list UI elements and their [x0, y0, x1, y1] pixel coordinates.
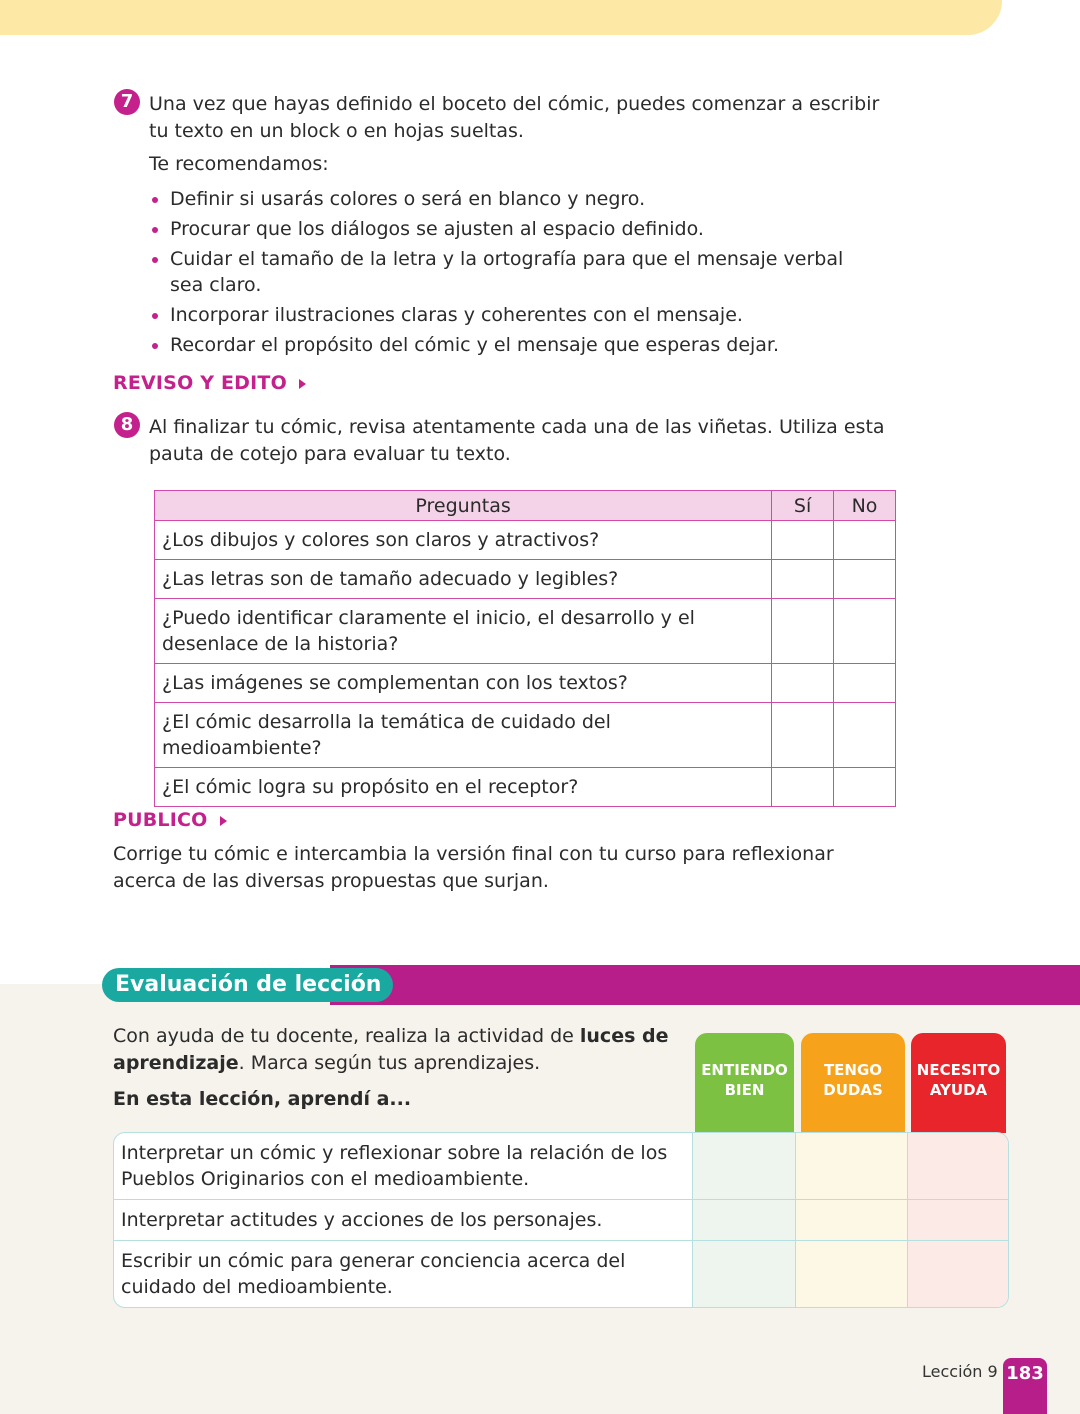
activity-8-text: Al finalizar tu cómic, revisa atentamente cada una de las viñetas. Utiliza esta pauta de cotejo para evaluar tu texto.	[149, 416, 885, 465]
evaluation-subheading: En esta lección, aprendí a...	[113, 1088, 412, 1110]
recommendation-intro: Te recomendamos:	[149, 153, 329, 175]
green-mark-cell[interactable]	[693, 1200, 796, 1241]
list-item: Procurar que los diálogos se ajusten al espacio definido.	[149, 216, 849, 242]
column-header-no: No	[834, 491, 896, 521]
yellow-mark-cell[interactable]	[796, 1241, 908, 1307]
red-mark-cell[interactable]	[908, 1241, 1008, 1307]
instruction-text: Con ayuda de tu docente, realiza la actividad de	[113, 1025, 580, 1047]
activity-7-text: Una vez que hayas definido el boceto del cómic, puedes comenzar a escribir tu texto en un block o en hojas sueltas.	[149, 93, 880, 142]
light-red-header: NECESITO AYUDA	[911, 1033, 1006, 1133]
light-green-header: ENTIENDO BIEN	[695, 1033, 794, 1133]
evaluation-instruction	[113, 1023, 673, 1077]
table-row	[114, 1133, 1008, 1200]
instruction-bold-text: luces de aprendizaje	[113, 1025, 669, 1074]
yes-checkbox-cell[interactable]	[772, 703, 834, 768]
learning-lights-table	[113, 1132, 1009, 1308]
yellow-mark-cell[interactable]	[796, 1200, 908, 1241]
table-row	[155, 768, 896, 807]
table-row	[114, 1200, 1008, 1241]
question-cell: ¿El cómic desarrolla la temática de cuidado del medioambiente?	[155, 703, 772, 768]
green-mark-cell[interactable]	[693, 1241, 796, 1307]
no-checkbox-cell[interactable]	[834, 768, 896, 807]
yes-checkbox-cell[interactable]	[772, 768, 834, 807]
yes-checkbox-cell[interactable]	[772, 560, 834, 599]
recommendation-list	[149, 186, 849, 362]
no-checkbox-cell[interactable]	[834, 664, 896, 703]
question-cell: ¿Las imágenes se complementan con los textos?	[155, 664, 772, 703]
no-checkbox-cell[interactable]	[834, 703, 896, 768]
learning-cell: Interpretar actitudes y acciones de los personajes.	[114, 1200, 693, 1241]
evaluation-header-bar	[330, 965, 1080, 1005]
section-heading-reviso	[113, 372, 306, 394]
yes-checkbox-cell[interactable]	[772, 599, 834, 664]
table-row	[155, 521, 896, 560]
list-item: Incorporar ilustraciones claras y coherentes con el mensaje.	[149, 302, 849, 328]
table-row	[155, 664, 896, 703]
no-checkbox-cell[interactable]	[834, 599, 896, 664]
list-item: Cuidar el tamaño de la letra y la ortografía para que el mensaje verbal sea claro.	[149, 246, 849, 298]
column-header-yes: Sí	[772, 491, 834, 521]
red-mark-cell[interactable]	[908, 1200, 1008, 1241]
question-cell: ¿Los dibujos y colores son claros y atractivos?	[155, 521, 772, 560]
table-row	[155, 599, 896, 664]
question-cell: ¿Las letras son de tamaño adecuado y legibles?	[155, 560, 772, 599]
yes-checkbox-cell[interactable]	[772, 521, 834, 560]
table-row	[155, 560, 896, 599]
yes-checkbox-cell[interactable]	[772, 664, 834, 703]
instruction-text-end: . Marca según tus aprendizajes.	[238, 1052, 541, 1074]
publico-text: Corrige tu cómic e intercambia la versión final con tu curso para reflexionar acerca de las diversas propuestas que surjan.	[113, 843, 834, 892]
column-header-questions: Preguntas	[155, 491, 772, 521]
question-cell: ¿El cómic logra su propósito en el receptor?	[155, 768, 772, 807]
table-header-row	[155, 491, 896, 521]
triangle-right-icon	[220, 816, 227, 826]
list-item: Recordar el propósito del cómic y el mensaje que esperas dejar.	[149, 332, 849, 358]
activity-number-badge: 7	[114, 89, 140, 115]
list-item: Definir si usarás colores o será en blanco y negro.	[149, 186, 849, 212]
footer-lesson-label: Lección 9	[922, 1362, 998, 1381]
section-heading-label: PUBLICO	[113, 809, 208, 831]
checklist-table	[154, 490, 896, 807]
table-row	[114, 1241, 1008, 1307]
evaluation-title: Evaluación de lección	[102, 968, 393, 1002]
no-checkbox-cell[interactable]	[834, 521, 896, 560]
learning-cell: Interpretar un cómic y reflexionar sobre la relación de los Pueblos Originarios con el medioambiente.	[114, 1133, 693, 1200]
yellow-mark-cell[interactable]	[796, 1133, 908, 1200]
light-yellow-header: TENGO DUDAS	[801, 1033, 905, 1133]
triangle-right-icon	[299, 379, 306, 389]
section-heading-publico	[113, 809, 227, 831]
red-mark-cell[interactable]	[908, 1133, 1008, 1200]
section-heading-label: REVISO Y EDITO	[113, 372, 287, 394]
top-decorative-band	[0, 0, 1002, 35]
green-mark-cell[interactable]	[693, 1133, 796, 1200]
question-cell: ¿Puedo identificar claramente el inicio, el desarrollo y el desenlace de la historia?	[155, 599, 772, 664]
learning-cell: Escribir un cómic para generar conciencia acerca del cuidado del medioambiente.	[114, 1241, 693, 1307]
no-checkbox-cell[interactable]	[834, 560, 896, 599]
activity-number-badge: 8	[114, 412, 140, 438]
page-number: 183	[1003, 1358, 1047, 1414]
table-row	[155, 703, 896, 768]
